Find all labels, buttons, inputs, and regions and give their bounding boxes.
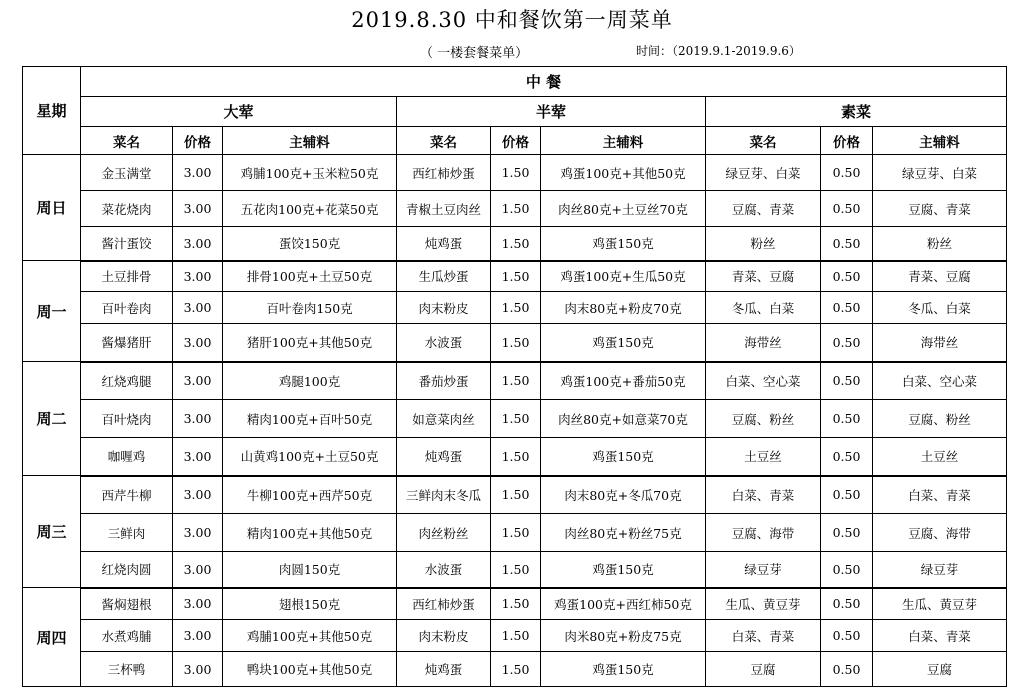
big-dish: 酱汁蛋饺 (81, 227, 173, 261)
big-dish: 西芹牛柳 (81, 476, 173, 514)
half-ingredients: 鸡蛋100克+生瓜50克 (541, 261, 706, 292)
weekday-header: 星期 (23, 67, 81, 155)
weekday-label: 周一 (23, 261, 81, 362)
big-price: 3.00 (173, 227, 223, 261)
veg-ingredients: 白菜、青菜 (873, 620, 1007, 652)
col-dish: 菜名 (706, 127, 821, 155)
half-ingredients: 肉丝80克+如意菜70克 (541, 400, 706, 438)
half-dish: 三鲜肉末冬瓜 (397, 476, 491, 514)
table-row (23, 476, 1007, 514)
big-dish: 酱爆猪肝 (81, 324, 173, 362)
half-ingredients: 鸡蛋150克 (541, 552, 706, 588)
big-dish: 红烧肉圆 (81, 552, 173, 588)
menu-table (22, 66, 1007, 687)
page-title: 2019.8.30 中和餐饮第一周菜单 (351, 8, 673, 32)
big-price: 3.00 (173, 620, 223, 652)
half-meat-header: 半荤 (397, 97, 706, 127)
half-price: 1.50 (491, 652, 541, 687)
half-dish: 番茄炒蛋 (397, 362, 491, 400)
half-ingredients: 鸡蛋150克 (541, 227, 706, 261)
big-ingredients: 五花肉100克+花菜50克 (223, 191, 397, 227)
big-price: 3.00 (173, 191, 223, 227)
half-dish: 炖鸡蛋 (397, 438, 491, 476)
half-ingredients: 肉末80克+冬瓜70克 (541, 476, 706, 514)
big-meat-header: 大荤 (81, 97, 397, 127)
big-ingredients: 精肉100克+百叶50克 (223, 400, 397, 438)
half-price: 1.50 (491, 155, 541, 191)
big-ingredients: 翅根150克 (223, 588, 397, 620)
veg-dish: 土豆丝 (706, 438, 821, 476)
table-row (23, 438, 1007, 476)
big-price: 3.00 (173, 362, 223, 400)
weekday-label: 周日 (23, 155, 81, 261)
big-ingredients: 鸡脯100克+其他50克 (223, 620, 397, 652)
half-ingredients: 鸡蛋150克 (541, 324, 706, 362)
half-ingredients: 鸡蛋150克 (541, 652, 706, 687)
veg-price: 0.50 (821, 652, 873, 687)
big-dish: 三鲜肉 (81, 514, 173, 552)
veg-price: 0.50 (821, 292, 873, 324)
table-row (23, 227, 1007, 261)
col-price: 价格 (173, 127, 223, 155)
veg-dish: 绿豆芽、白菜 (706, 155, 821, 191)
half-price: 1.50 (491, 292, 541, 324)
col-dish: 菜名 (81, 127, 173, 155)
half-price: 1.50 (491, 588, 541, 620)
big-dish: 百叶卷肉 (81, 292, 173, 324)
veg-price: 0.50 (821, 155, 873, 191)
subtitle: （ 一楼套餐菜单） (420, 46, 529, 61)
half-price: 1.50 (491, 620, 541, 652)
table-row (23, 620, 1007, 652)
veg-ingredients: 绿豆芽、白菜 (873, 155, 1007, 191)
veg-ingredients: 绿豆芽 (873, 552, 1007, 588)
col-ingredients: 主辅料 (541, 127, 706, 155)
veg-dish: 豆腐、粉丝 (706, 400, 821, 438)
big-ingredients: 鸡脯100克+玉米粒50克 (223, 155, 397, 191)
veg-price: 0.50 (821, 227, 873, 261)
veg-dish: 白菜、青菜 (706, 620, 821, 652)
big-dish: 金玉满堂 (81, 155, 173, 191)
big-ingredients: 猪肝100克+其他50克 (223, 324, 397, 362)
veg-ingredients: 生瓜、黄豆芽 (873, 588, 1007, 620)
half-ingredients: 肉丝80克+土豆丝70克 (541, 191, 706, 227)
col-price: 价格 (821, 127, 873, 155)
weekday-label: 周三 (23, 476, 81, 588)
big-price: 3.00 (173, 552, 223, 588)
half-ingredients: 肉米80克+粉皮75克 (541, 620, 706, 652)
date-range: 时间：（2019.9.1-2019.9.6） (636, 44, 801, 58)
veg-price: 0.50 (821, 438, 873, 476)
big-price: 3.00 (173, 652, 223, 687)
big-dish: 红烧鸡腿 (81, 362, 173, 400)
half-dish: 肉丝粉丝 (397, 514, 491, 552)
half-dish: 肉末粉皮 (397, 620, 491, 652)
big-ingredients: 牛柳100克+西芹50克 (223, 476, 397, 514)
table-row (23, 588, 1007, 620)
table-row (23, 400, 1007, 438)
half-price: 1.50 (491, 476, 541, 514)
half-price: 1.50 (491, 324, 541, 362)
half-ingredients: 肉丝80克+粉丝75克 (541, 514, 706, 552)
col-price: 价格 (491, 127, 541, 155)
table-row (23, 324, 1007, 362)
meal-header: 中 餐 (81, 67, 1007, 97)
veg-price: 0.50 (821, 514, 873, 552)
veg-price: 0.50 (821, 476, 873, 514)
half-price: 1.50 (491, 227, 541, 261)
big-dish: 三杯鸭 (81, 652, 173, 687)
veg-ingredients: 豆腐、海带 (873, 514, 1007, 552)
big-price: 3.00 (173, 292, 223, 324)
big-price: 3.00 (173, 155, 223, 191)
big-price: 3.00 (173, 476, 223, 514)
big-dish: 百叶烧肉 (81, 400, 173, 438)
half-dish: 肉末粉皮 (397, 292, 491, 324)
big-ingredients: 山黄鸡100克+土豆50克 (223, 438, 397, 476)
big-price: 3.00 (173, 324, 223, 362)
table-row (23, 514, 1007, 552)
big-ingredients: 鸭块100克+其他50克 (223, 652, 397, 687)
big-ingredients: 肉圆150克 (223, 552, 397, 588)
big-ingredients: 排骨100克+土豆50克 (223, 261, 397, 292)
half-dish: 水波蛋 (397, 552, 491, 588)
half-dish: 西红柿炒蛋 (397, 588, 491, 620)
col-ingredients: 主辅料 (223, 127, 397, 155)
veg-price: 0.50 (821, 552, 873, 588)
big-ingredients: 蛋饺150克 (223, 227, 397, 261)
veg-ingredients: 白菜、空心菜 (873, 362, 1007, 400)
veg-price: 0.50 (821, 620, 873, 652)
veg-price: 0.50 (821, 400, 873, 438)
weekday-label: 周二 (23, 362, 81, 476)
vegetable-header: 素菜 (706, 97, 1007, 127)
veg-ingredients: 豆腐、青菜 (873, 191, 1007, 227)
veg-dish: 豆腐、青菜 (706, 191, 821, 227)
veg-ingredients: 土豆丝 (873, 438, 1007, 476)
table-row (23, 362, 1007, 400)
half-price: 1.50 (491, 514, 541, 552)
half-dish: 炖鸡蛋 (397, 652, 491, 687)
half-dish: 生瓜炒蛋 (397, 261, 491, 292)
veg-ingredients: 冬瓜、白菜 (873, 292, 1007, 324)
weekday-label: 周四 (23, 588, 81, 687)
veg-dish: 粉丝 (706, 227, 821, 261)
half-price: 1.50 (491, 261, 541, 292)
table-row (23, 552, 1007, 588)
veg-dish: 白菜、空心菜 (706, 362, 821, 400)
table-row (23, 191, 1007, 227)
big-dish: 土豆排骨 (81, 261, 173, 292)
big-dish: 酱焖翅根 (81, 588, 173, 620)
half-ingredients: 鸡蛋100克+其他50克 (541, 155, 706, 191)
col-dish: 菜名 (397, 127, 491, 155)
big-price: 3.00 (173, 400, 223, 438)
half-ingredients: 鸡蛋150克 (541, 438, 706, 476)
half-dish: 西红柿炒蛋 (397, 155, 491, 191)
half-ingredients: 鸡蛋100克+番茄50克 (541, 362, 706, 400)
half-ingredients: 鸡蛋100克+西红柿50克 (541, 588, 706, 620)
table-row (23, 261, 1007, 292)
veg-dish: 豆腐、海带 (706, 514, 821, 552)
table-row (23, 652, 1007, 687)
half-dish: 水波蛋 (397, 324, 491, 362)
veg-ingredients: 海带丝 (873, 324, 1007, 362)
veg-ingredients: 白菜、青菜 (873, 476, 1007, 514)
col-ingredients: 主辅料 (873, 127, 1007, 155)
veg-dish: 冬瓜、白菜 (706, 292, 821, 324)
half-price: 1.50 (491, 400, 541, 438)
veg-price: 0.50 (821, 588, 873, 620)
half-ingredients: 肉末80克+粉皮70克 (541, 292, 706, 324)
veg-ingredients: 粉丝 (873, 227, 1007, 261)
veg-price: 0.50 (821, 324, 873, 362)
half-price: 1.50 (491, 191, 541, 227)
veg-dish: 白菜、青菜 (706, 476, 821, 514)
half-dish: 炖鸡蛋 (397, 227, 491, 261)
big-ingredients: 精肉100克+其他50克 (223, 514, 397, 552)
big-price: 3.00 (173, 261, 223, 292)
big-price: 3.00 (173, 588, 223, 620)
big-dish: 水煮鸡脯 (81, 620, 173, 652)
veg-dish: 豆腐 (706, 652, 821, 687)
half-price: 1.50 (491, 438, 541, 476)
big-price: 3.00 (173, 438, 223, 476)
veg-price: 0.50 (821, 261, 873, 292)
half-price: 1.50 (491, 362, 541, 400)
half-price: 1.50 (491, 552, 541, 588)
veg-ingredients: 青菜、豆腐 (873, 261, 1007, 292)
veg-price: 0.50 (821, 362, 873, 400)
veg-dish: 海带丝 (706, 324, 821, 362)
half-dish: 如意菜肉丝 (397, 400, 491, 438)
veg-price: 0.50 (821, 191, 873, 227)
big-ingredients: 鸡腿100克 (223, 362, 397, 400)
veg-ingredients: 豆腐 (873, 652, 1007, 687)
veg-dish: 绿豆芽 (706, 552, 821, 588)
table-row (23, 155, 1007, 191)
table-row (23, 292, 1007, 324)
veg-dish: 青菜、豆腐 (706, 261, 821, 292)
half-dish: 青椒土豆肉丝 (397, 191, 491, 227)
veg-dish: 生瓜、黄豆芽 (706, 588, 821, 620)
big-price: 3.00 (173, 514, 223, 552)
big-ingredients: 百叶卷肉150克 (223, 292, 397, 324)
veg-ingredients: 豆腐、粉丝 (873, 400, 1007, 438)
big-dish: 咖喱鸡 (81, 438, 173, 476)
big-dish: 菜花烧肉 (81, 191, 173, 227)
